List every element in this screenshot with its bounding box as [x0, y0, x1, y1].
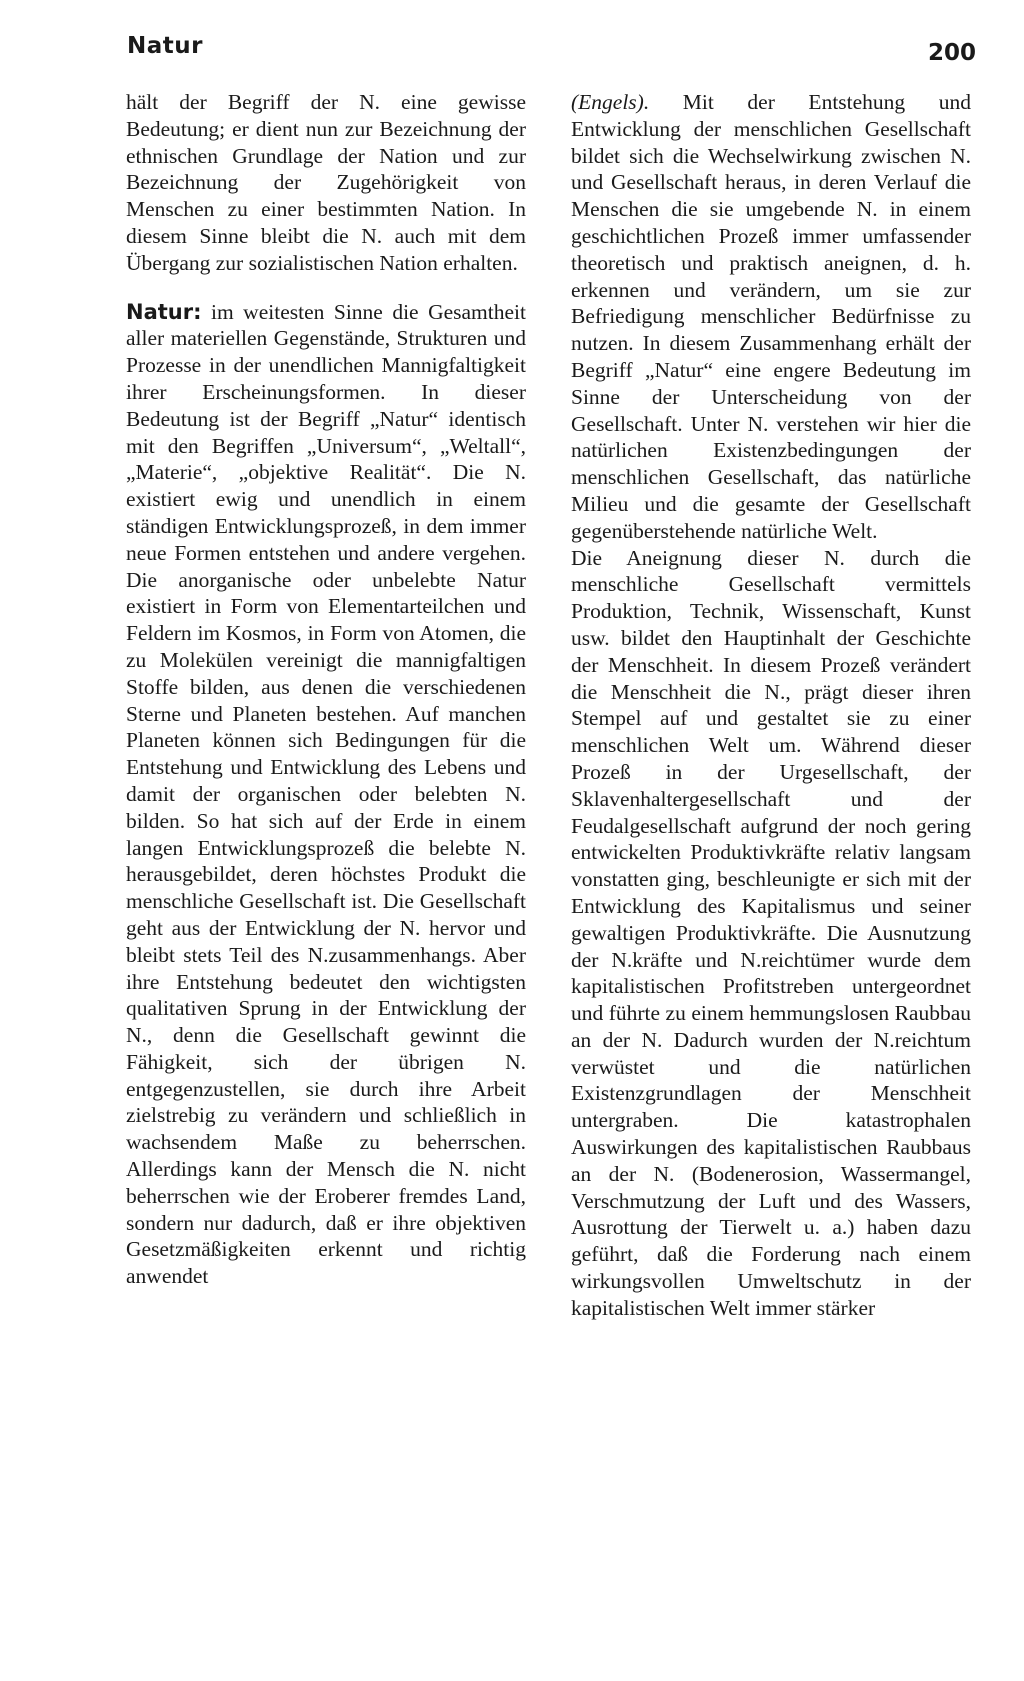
continuation-paragraph: hält der Begriff der N. eine gewisse Bedeutung; er dient nun zur Bezeichnung der ethnischen Grundlage der Nation und zur Bezeichnung der Zugehörigkeit von Menschen zu einer bestimmten Nation. In diesem Sinne bleibt die N. auch mit dem Übergang zur sozialistischen Nation erhalten. — [126, 90, 526, 275]
right-column — [571, 89, 971, 1322]
entry-lemma: Natur: — [126, 299, 202, 324]
page-number: 200 — [927, 40, 976, 66]
entry-text: im weitesten Sinne die Gesamtheit aller materiellen Gegenstände, Strukturen und Prozesse in der unendlichen Mannigfaltigkeit ihrer Erscheinungsformen. In dieser Bedeutung ist der Begriff „Natur“ identisch mit den Begriffen „Universum“, „Weltall“, „Materie“, „objektive Realität“. Die N. existiert ewig und unendlich in einem ständigen Entwicklungsprozeß, in dem immer neue Formen entstehen und andere vergehen. Die anorganische oder unbelebte Natur existiert in Form von Elementarteilchen und Feldern im Kosmos, in Form von Atomen, die zu Molekülen vereinigt die mannigfaltigen Stoffe bilden, aus denen die verschiedenen Sterne und Planeten bestehen. Auf manchen Planeten können sich Bedingungen für die Entstehung und Entwicklung des Lebens und damit der organischen oder belebten N. bilden. So hat sich auf der Erde in einem langen Entwicklungsprozeß die belebte N. herausgebildet, deren höchstes Produkt die menschliche Gesellschaft ist. Die Gesellschaft geht aus der Entwicklung der N. hervor und bleibt stets Teil des N.zusammenhangs. Aber ihre Entstehung bedeutet den wichtigsten qualitativen Sprung in der Entwicklung der N., denn die Gesellschaft gewinnt die Fähigkeit, sich der übrigen N. entgegenzustellen, sie durch ihre Arbeit zielstrebig zu verändern und schließlich in wachsendem Maße zu beherrschen. Allerdings kann der Mensch die N. nicht beherrschen wie der Eroberer fremdes Land, sondern nur dadurch, daß er ihre objektiven Gesetzmäßigkeiten erkennt und richtig anwendet — [126, 299, 526, 1289]
left-column — [126, 89, 526, 1290]
running-head: Natur — [127, 33, 203, 59]
right-paragraph-1-text: Mit der Entstehung und Entwicklung der menschlichen Gesellschaft bildet sich die Wechselwirkung zwischen N. und Gesellschaft heraus, in deren Verlauf die Menschen die sie umgebende N. in einem geschichtlichen Prozeß immer umfassender theoretisch und praktisch aneignen, d. h. erkennen und verändern, um sie zur Befriedigung menschlicher Bedürfnisse zu nutzen. In diesem Zusammenhang erhält der Begriff „Natur“ eine engere Bedeutung im Sinne der Unterscheidung von der Gesellschaft. Unter N. verstehen wir hier die natürlichen Existenzbedingungen der menschlichen Gesellschaft, das natürliche Milieu und die gesamte der Gesellschaft gegenüberstehende natürliche Welt. — [571, 90, 971, 543]
right-paragraph-2: Die Aneignung dieser N. durch die menschliche Gesellschaft vermittels Produktion, Technik, Wissenschaft, Kunst usw. bildet den Hauptinhalt der Geschichte der Menschheit. In diesem Prozeß verändert die Menschheit die N., prägt dieser ihren Stempel auf und gestaltet sie zu einer menschlichen Welt um. Während dieser Prozeß in der Urgesellschaft, der Sklavenhaltergesellschaft und der Feudalgesellschaft aufgrund der noch gering entwickelten Produktivkräfte relativ langsam vonstatten ging, beschleunigte er sich mit der Entwicklung des Kapitalismus und seiner gewaltigen Produktivkräfte. Die Ausnutzung der N.kräfte und N.reichtümer wurde dem kapitalistischen Profitstreben untergeordnet und führte zu einem hemmungslosen Raubbau an der N. Dadurch wurden der N.reichtum verwüstet und die natürlichen Existenzgrundlagen der Menschheit untergraben. Die katastrophalen Auswirkungen des kapitalistischen Raubbaus an der N. (Bodenerosion, Wassermangel, Verschmutzung der Luft und des Wassers, Ausrottung der Tierwelt u. a.) haben dazu geführt, daß die Forderung nach einem wirkungsvollen Umweltschutz in der kapitalistischen Welt immer stärker — [571, 545, 971, 1320]
citation-engels: (Engels). — [571, 90, 650, 114]
entry-natur — [126, 299, 526, 1290]
right-paragraph-1 — [571, 89, 971, 545]
